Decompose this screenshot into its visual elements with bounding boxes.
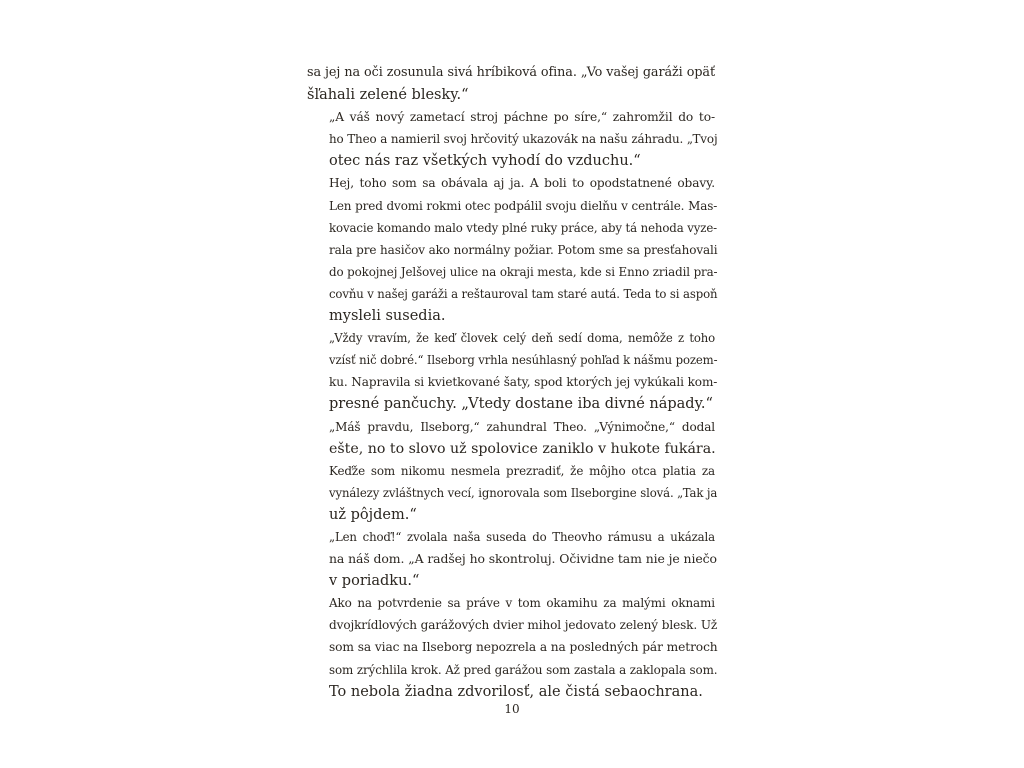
text-line: otec nás raz všetkých vyhodí do vzduchu.“ <box>329 153 641 170</box>
text-line: na náš dom. „A radšej ho skontroluj. Očividne tam nie je niečo <box>329 551 717 567</box>
text-line: Ako na potvrdenie sa práve v tom okamihu za malými oknami <box>329 596 715 611</box>
text-line: ku. Napravila si kvietkované šaty, spod ktorých jej vykúkali kom- <box>329 375 718 390</box>
text-line: ešte, no to slovo už spolovice zaniklo v hukote fukára. <box>329 440 716 457</box>
paragraph <box>307 592 718 702</box>
paragraph <box>307 327 718 415</box>
text-line: To nebola žiadna zdvorilosť, ale čistá sebaochrana. <box>329 683 703 700</box>
paragraph <box>307 106 718 172</box>
paragraph <box>307 460 718 526</box>
text-line: rala pre hasičov ako normálny požiar. Potom sme sa presťahovali <box>329 242 718 257</box>
text-line: „Len choď!“ zvolala naša suseda do Theovho rámusu a ukázala <box>329 529 715 544</box>
paragraph <box>307 172 718 327</box>
text-line: dvojkrídlových garážových dvier mihol jedovato zelený blesk. Už <box>329 618 718 633</box>
text-line: „Vždy vravím, že keď človek celý deň sedí doma, nemôže z toho <box>329 331 715 346</box>
text-line: presné pančuchy. „Vtedy dostane iba divné nápady.“ <box>329 396 713 413</box>
paragraph <box>307 62 715 106</box>
text-line: ho Theo a namieril svoj hrčovitý ukazovák na našu záhradu. „Tvoj <box>329 132 718 147</box>
text-line: v poriadku.“ <box>329 573 420 590</box>
paragraph <box>307 416 715 460</box>
text-line: šľahali zelené blesky.“ <box>307 87 469 104</box>
body-text <box>307 62 718 703</box>
text-line: vynálezy zvláštnych vecí, ignorovala som Ilseborgine slová. „Tak ja <box>329 485 718 500</box>
text-line: sa jej na oči zosunula sivá hríbiková ofina. „Vo vašej garáži opäť <box>307 65 715 80</box>
text-line: covňu v našej garáži a reštauroval tam staré autá. Teda to si aspoň <box>329 286 718 301</box>
text-line: Keďže som nikomu nesmela prezradiť, že môjho otca platia za <box>329 463 715 478</box>
text-line: kovacie komando malo vtedy plné ruky práce, aby tá nehoda vyze- <box>329 220 718 235</box>
text-line: vzísť nič dobré.“ Ilseborg vrhla nesúhlasný pohľad k nášmu pozem- <box>329 353 718 368</box>
text-line: do pokojnej Jelšovej ulice na okraji mesta, kde si Enno zriadil pra- <box>329 264 718 279</box>
text-line: som sa viac na Ilseborg nepozrela a na posledných pár metroch <box>329 640 718 655</box>
text-line: Len pred dvomi rokmi otec podpálil svoju dielňu v centrále. Mas- <box>329 198 718 213</box>
paragraph <box>307 526 715 592</box>
text-line: mysleli susedia. <box>329 308 446 325</box>
text-line: som zrýchlila krok. Až pred garážou som zastala a zaklopala som. <box>329 662 718 677</box>
page-number: 10 <box>504 702 520 716</box>
text-line: „Máš pravdu, Ilseborg,“ zahundral Theo. „Výnimočne,“ dodal <box>329 419 715 434</box>
text-line: Hej, toho som sa obávala aj ja. A boli to opodstatnené obavy. <box>329 176 715 191</box>
text-line: „A váš nový zametací stroj páchne po síre,“ zahromžil do to- <box>329 110 715 125</box>
text-line: už pôjdem.“ <box>329 506 417 523</box>
